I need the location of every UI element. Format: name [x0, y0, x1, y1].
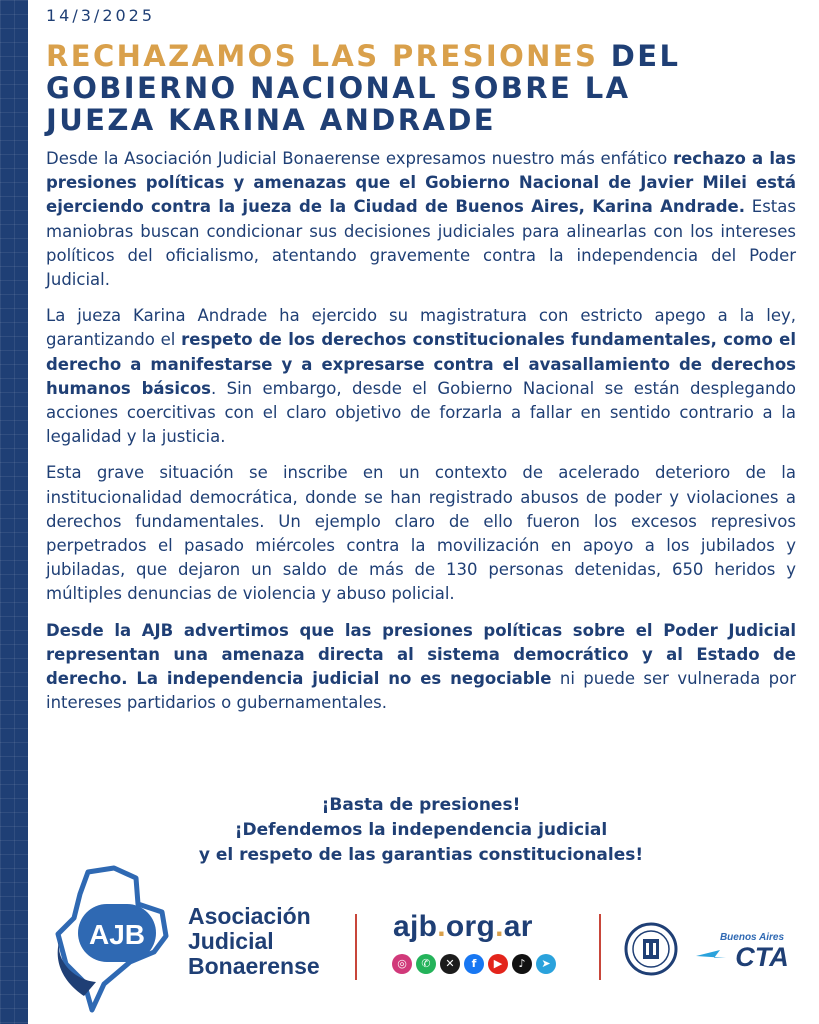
left-grid-border: [0, 0, 28, 1024]
whatsapp-icon[interactable]: ✆: [416, 954, 436, 974]
p1-tail: Estas maniobras buscan condicionar sus decisiones judiciales para alinearlas con los intereses políticos del oficialismo, atentando gravemente contra la independencia del Poder Judicial.: [46, 197, 796, 290]
p4-tail: ni puede ser vulnerada por intereses partidarios o gubernamentales.: [46, 669, 796, 713]
cta-logo-icon: [692, 928, 804, 972]
separator-1: [355, 914, 357, 980]
closing-slogans: [46, 793, 796, 868]
ajb-logo-icon: [44, 864, 186, 1014]
org-line-2: Judicial: [188, 928, 274, 954]
federation-seal-icon: [624, 922, 678, 976]
instagram-icon[interactable]: ◎: [392, 954, 412, 974]
facebook-icon[interactable]: f: [464, 954, 484, 974]
site-part-2: org: [445, 910, 496, 943]
youtube-icon[interactable]: ▶: [488, 954, 508, 974]
org-line-1: Asociación: [188, 903, 311, 929]
paragraph-3: [46, 461, 796, 606]
document-date: 14/3/2025: [46, 6, 156, 25]
p4-emphasis: Desde la AJB advertimos que las presiones políticas sobre el Poder Judicial representan una amenaza directa al sistema democrático y al Estado de derecho. La independencia judicial no es negociable: [46, 620, 796, 689]
p1-emphasis: rechazo a las presiones políticas y amenazas que el Gobierno Nacional de Javier Milei está ejerciendo contra la jueza de la Ciudad de Buenos Aires, Karina Andrade.: [46, 149, 796, 217]
tiktok-icon[interactable]: ♪: [512, 954, 532, 974]
paragraph-4: [46, 619, 796, 716]
title-accent: RECHAZAMOS LAS PRESIONES: [46, 39, 599, 73]
social-icons: [392, 954, 556, 974]
paragraph-2: [46, 304, 796, 449]
p2-text: La jueza Karina Andrade ha ejercido su magistratura con estricto apego a la ley, garantizando el: [46, 306, 796, 350]
slogan-line-3: y el respeto de las garantias constitucionales!: [198, 845, 644, 865]
cta-main-text: CTA: [735, 942, 789, 972]
page-title: [46, 40, 786, 136]
website-link[interactable]: [393, 910, 533, 944]
p1-text: Desde la Asociación Judicial Bonaerense expresamos nuestro más enfático: [46, 149, 673, 168]
site-part-1: ajb: [393, 910, 438, 943]
x-icon[interactable]: ✕: [440, 954, 460, 974]
p2-emphasis: respeto de los derechos constitucionales fundamentales, como el derecho a manifestarse y a expresarse contra el avasallamiento de derechos humanos básicos: [46, 330, 796, 398]
separator-2: [599, 914, 601, 980]
telegram-icon[interactable]: ➤: [536, 954, 556, 974]
org-line-3: Bonaerense: [188, 953, 320, 979]
p2-tail: . Sin embargo, desde el Gobierno Nacional se están desplegando acciones coercitivas con el claro objetivo de forzarla a fallar en sentido contrario a la legalidad y la justicia.: [46, 378, 797, 447]
slogan-line-1: ¡Basta de presiones!: [321, 795, 521, 815]
cta-region-text: Buenos Aires: [719, 932, 785, 943]
organization-name: [188, 904, 320, 979]
title-line3: JUEZA KARINA ANDRADE: [46, 103, 497, 137]
ajb-logo-text: AJB: [88, 919, 146, 950]
paragraph-1: [46, 147, 796, 292]
footer: [28, 860, 819, 1024]
title-line2: GOBIERNO NACIONAL SOBRE LA: [46, 71, 631, 105]
document-body: [46, 147, 796, 727]
site-dot-1: .: [437, 910, 446, 943]
site-dot-2: .: [495, 910, 504, 943]
site-part-3: ar: [503, 910, 533, 943]
slogan-line-2: ¡Defendemos la independencia judicial: [234, 820, 608, 840]
p3-text: Esta grave situación se inscribe en un contexto de acelerado deterioro de la institucionalidad democrática, donde se han registrado abusos de poder y violaciones a derechos fundamentales. Un ejemplo claro de ello fueron los excesos represivos perpetrados el pasado miércoles contra la movilización en apoyo a los jubilados y jubiladas, que dejaron un saldo de más de 130 personas detenidas, 650 heridos y múltiples denuncias de violencia y abuso policial.: [46, 463, 796, 604]
title-line1-rest: DEL: [598, 39, 681, 73]
